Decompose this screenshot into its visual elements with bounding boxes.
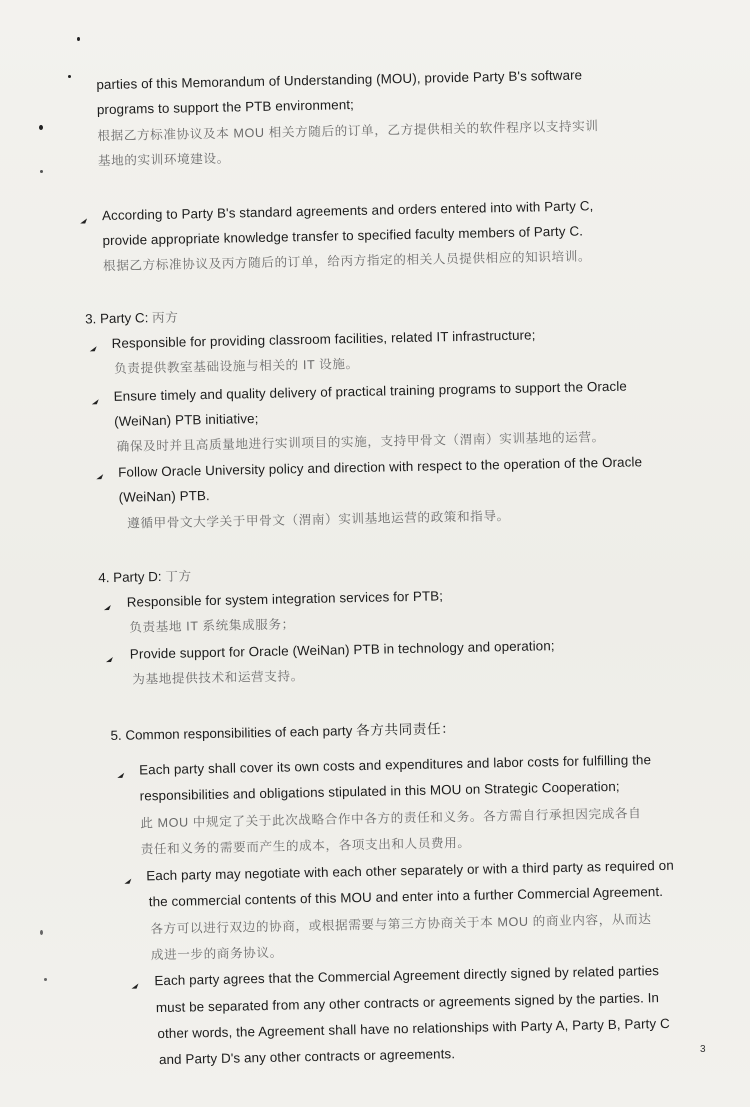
intro-line-1: parties of this Memorandum of Understanding (MOU), provide Party B's software <box>96 67 583 93</box>
section-5-heading-zh: 各方共同责任： <box>355 721 456 739</box>
party-d-item-2-line-1: Provide support for Oracle (WeiNan) PTB in technology and operation; <box>129 638 555 662</box>
intro-zh-line-2: 基地的实训环境建设。 <box>97 151 230 169</box>
common-item-2-zh-line-2: 成进一步的商务协议。 <box>150 945 283 963</box>
arrow-bullet-icon <box>123 876 133 886</box>
party-b-item-line-2: provide appropriate knowledge transfer to specified faculty members of Party C. <box>102 223 584 249</box>
party-c-item-1-zh-line-1: 负责提供教室基础设施与相关的 IT 设施。 <box>113 356 359 376</box>
arrow-bullet-icon <box>116 770 126 780</box>
section-3-heading-zh: 丙方 <box>151 310 179 326</box>
common-item-3-line-3: other words, the Agreement shall have no relationships with Party A, Party B, Party C <box>157 1015 670 1042</box>
section-5-heading-en: 5. Common responsibilities of each party <box>110 723 353 744</box>
common-item-2-line-1: Each party may negotiate with each other separately or with a third party as required on <box>146 857 674 884</box>
party-b-item-line-1: According to Party B's standard agreements and orders entered into with Party C, <box>101 198 594 224</box>
party-d-item-1-zh-line-1: 负责基地 IT 系统集成服务； <box>129 617 295 635</box>
arrow-bullet-icon <box>79 215 89 225</box>
section-4-heading-zh: 丁方 <box>165 569 192 584</box>
common-item-1-zh-line-2: 责任和义务的需要而产生的成本，各项支出和人员费用。 <box>140 835 471 857</box>
party-c-item-3-line-1: Follow Oracle University policy and direction with respect to the operation of the Oracle <box>118 454 643 480</box>
party-d-item-2-zh-line-1: 为基地提供技术和运营支持。 <box>132 669 304 687</box>
party-c-item-2-line-2: (WeiNan) PTB initiative; <box>114 411 259 429</box>
section-3-heading <box>85 309 179 329</box>
common-item-1-line-1: Each party shall cover its own costs and expenditures and labor costs for fulfilling the <box>139 752 652 778</box>
party-c-item-3-zh-line-1: 遵循甲骨文大学关于甲骨文（渭南）实训基地运营的政策和指导。 <box>127 508 510 531</box>
page-number: 3 <box>700 1044 706 1055</box>
arrow-bullet-icon <box>130 980 140 990</box>
party-d-item-1-line-1: Responsible for system integration services for PTB; <box>126 588 444 610</box>
common-item-3-line-4: and Party D's any other contracts or agreements. <box>158 1046 456 1068</box>
intro-zh-line-1: 根据乙方标准协议及本 MOU 相关方随后的订单，乙方提供相关的软件程序以支持实训 <box>97 119 599 144</box>
common-item-1-line-2: responsibilities and obligations stipulated in this MOU on Strategic Cooperation; <box>139 778 620 804</box>
common-item-3-line-1: Each party agrees that the Commercial Agreement directly signed by related parties <box>154 963 660 989</box>
section-4-heading <box>98 567 192 587</box>
party-c-item-1-line-1: Responsible for providing classroom facilities, related IT infrastructure; <box>111 327 536 351</box>
section-4-heading-en: 4. Party D: <box>98 568 162 586</box>
arrow-bullet-icon <box>95 471 105 481</box>
common-item-2-zh-line-1: 各方可以进行双边的协商，或根据需要与第三方协商关于本 MOU 的商业内容，从而达 <box>150 912 652 937</box>
party-b-item-zh-line-1: 根据乙方标准协议及丙方随后的订单，给丙方指定的相关人员提供相应的知识培训。 <box>102 249 592 274</box>
party-c-item-2-zh-line-1: 确保及时并且高质量地进行实训项目的实施，支持甲骨文（渭南）实训基地的运营。 <box>116 430 605 454</box>
section-3-heading-en: 3. Party C: <box>84 310 149 327</box>
common-item-2-line-2: the commercial contents of this MOU and enter into a further Commercial Agreement. <box>148 883 664 910</box>
section-5-heading <box>110 720 455 745</box>
arrow-bullet-icon <box>105 654 115 664</box>
common-item-3-line-2: must be separated from any other contracts or agreements signed by the parties. In <box>155 990 660 1016</box>
arrow-bullet-icon <box>103 602 113 612</box>
intro-line-2: programs to support the PTB environment; <box>96 97 355 118</box>
arrow-bullet-icon <box>89 343 99 353</box>
party-c-item-3-line-2: (WeiNan) PTB. <box>118 488 210 505</box>
arrow-bullet-icon <box>91 396 101 406</box>
common-item-1-zh-line-1: 此 MOU 中规定了关于此次战略合作中各方的责任和义务。各方需自行承担因完成各自 <box>140 806 642 831</box>
party-c-item-2-line-1: Ensure timely and quality delivery of practical training programs to support the Oracle <box>113 378 628 404</box>
